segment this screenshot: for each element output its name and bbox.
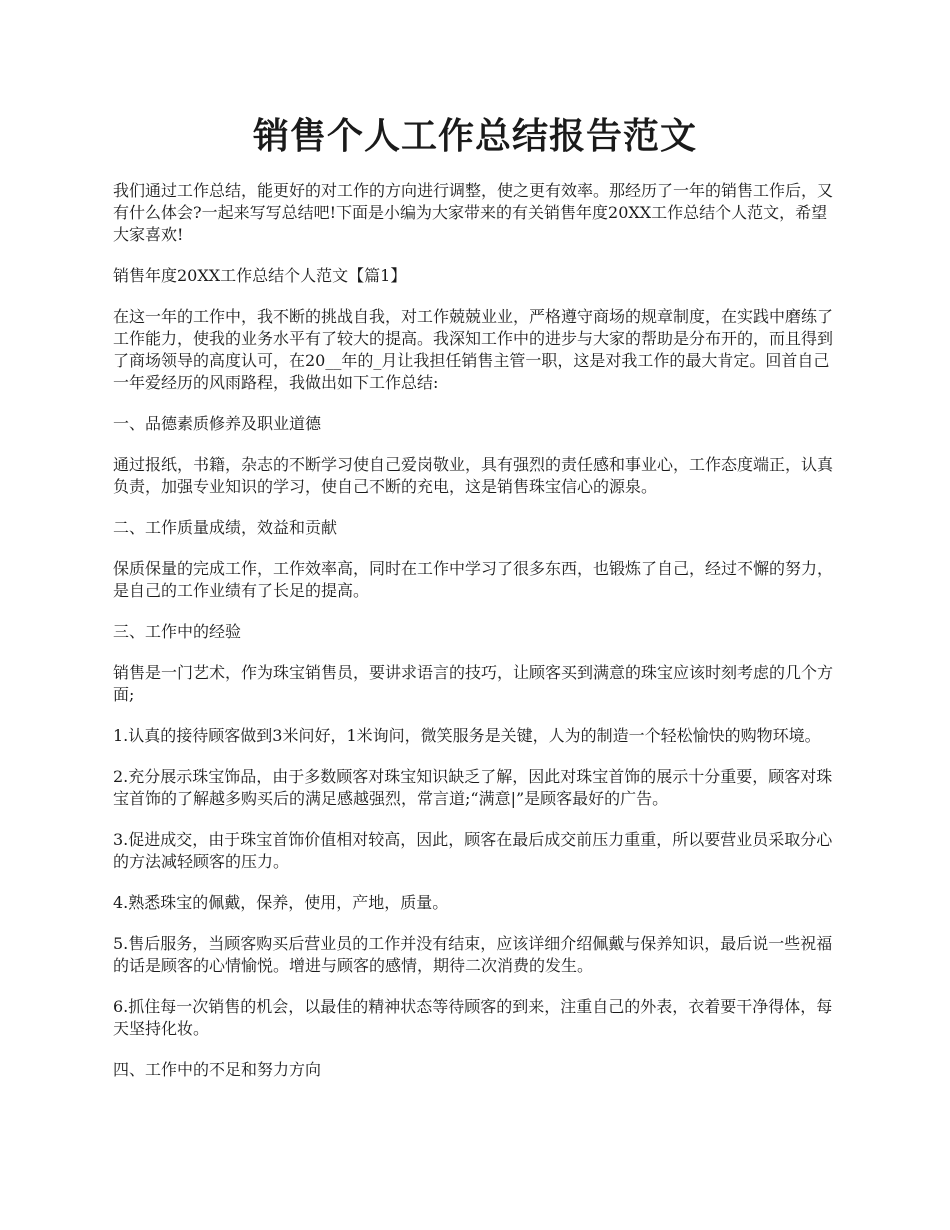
document-title: 销售个人工作总结报告范文 — [252, 115, 697, 157]
list-item: 3.促进成交，由于珠宝首饰价值相对较高，因此，顾客在最后成交前压力重重，所以要营业员采取分心的方法减轻顾客的压力。 — [113, 830, 833, 871]
body-paragraph: 销售是一门艺术，作为珠宝销售员，要讲求语言的技巧，让顾客买到满意的珠宝应该时刻考虑的几个方面; — [113, 663, 834, 704]
document-body — [113, 180, 839, 1100]
list-item: 1.认真的接待顾客做到3米问好，1米询问，微笑服务是关键，人为的制造一个轻松愉快的购物环境。 — [113, 726, 821, 745]
section-heading: 三、工作中的经验 — [113, 622, 242, 641]
list-item: 2.充分展示珠宝饰品，由于多数顾客对珠宝知识缺乏了解，因此对珠宝首饰的展示十分重要，顾客对珠宝首饰的了解越多购买后的满足感越强烈，常言道;“满意|”是顾客最好的广告。 — [113, 767, 833, 808]
body-paragraph: 通过报纸，书籍，杂志的不断学习使自己爱岗敬业，具有强烈的责任感和事业心，工作态度端正，认真负责，加强专业知识的学习，使自己不断的充电，这是销售珠宝信心的源泉。 — [113, 455, 834, 496]
section-heading: 二、工作质量成绩，效益和贡献 — [113, 518, 338, 537]
section-heading: 四、工作中的不足和努力方向 — [113, 1060, 322, 1079]
body-paragraph: 在这一年的工作中，我不断的挑战自我，对工作兢兢业业，严格遵守商场的规章制度，在实践中磨练了工作能力，使我的业务水平有了较大的提高。我深知工作中的进步与大家的帮助是分布开的，而且得到了商场领导的高度认可，在20__年的_月让我担任销售主管一职，这是对我工作的最大肯定。回首自己一年爱经历的风雨路程，我做出如下工作总结: — [113, 307, 834, 392]
section-heading: 一、品德素质修养及职业道德 — [113, 414, 322, 433]
body-paragraph: 保质保量的完成工作，工作效率高，同时在工作中学习了很多东西，也锻炼了自己，经过不懈的努力，是自己的工作业绩有了长足的提高。 — [113, 559, 834, 600]
intro-paragraph: 我们通过工作总结，能更好的对工作的方向进行调整，使之更有效率。那经历了一年的销售工作后，又有什么体会?一起来写写总结吧!下面是小编为大家带来的有关销售年度20XX工作总结个人范文，希望大家喜欢! — [113, 181, 834, 244]
list-item: 5.售后服务，当顾客购买后营业员的工作并没有结束，应该详细介绍佩戴与保养知识，最后说一些祝福的话是顾客的心情愉悦。增进与顾客的感情，期待二次消费的发生。 — [113, 934, 833, 975]
list-item: 6.抓住每一次销售的机会，以最佳的精神状态等待顾客的到来，注重自己的外表，衣着要干净得体，每天坚持化妆。 — [113, 997, 833, 1038]
list-item: 4.熟悉珠宝的佩戴，保养，使用，产地，质量。 — [113, 893, 449, 912]
section-heading-part1: 销售年度20XX工作总结个人范文【篇1】 — [113, 266, 407, 285]
